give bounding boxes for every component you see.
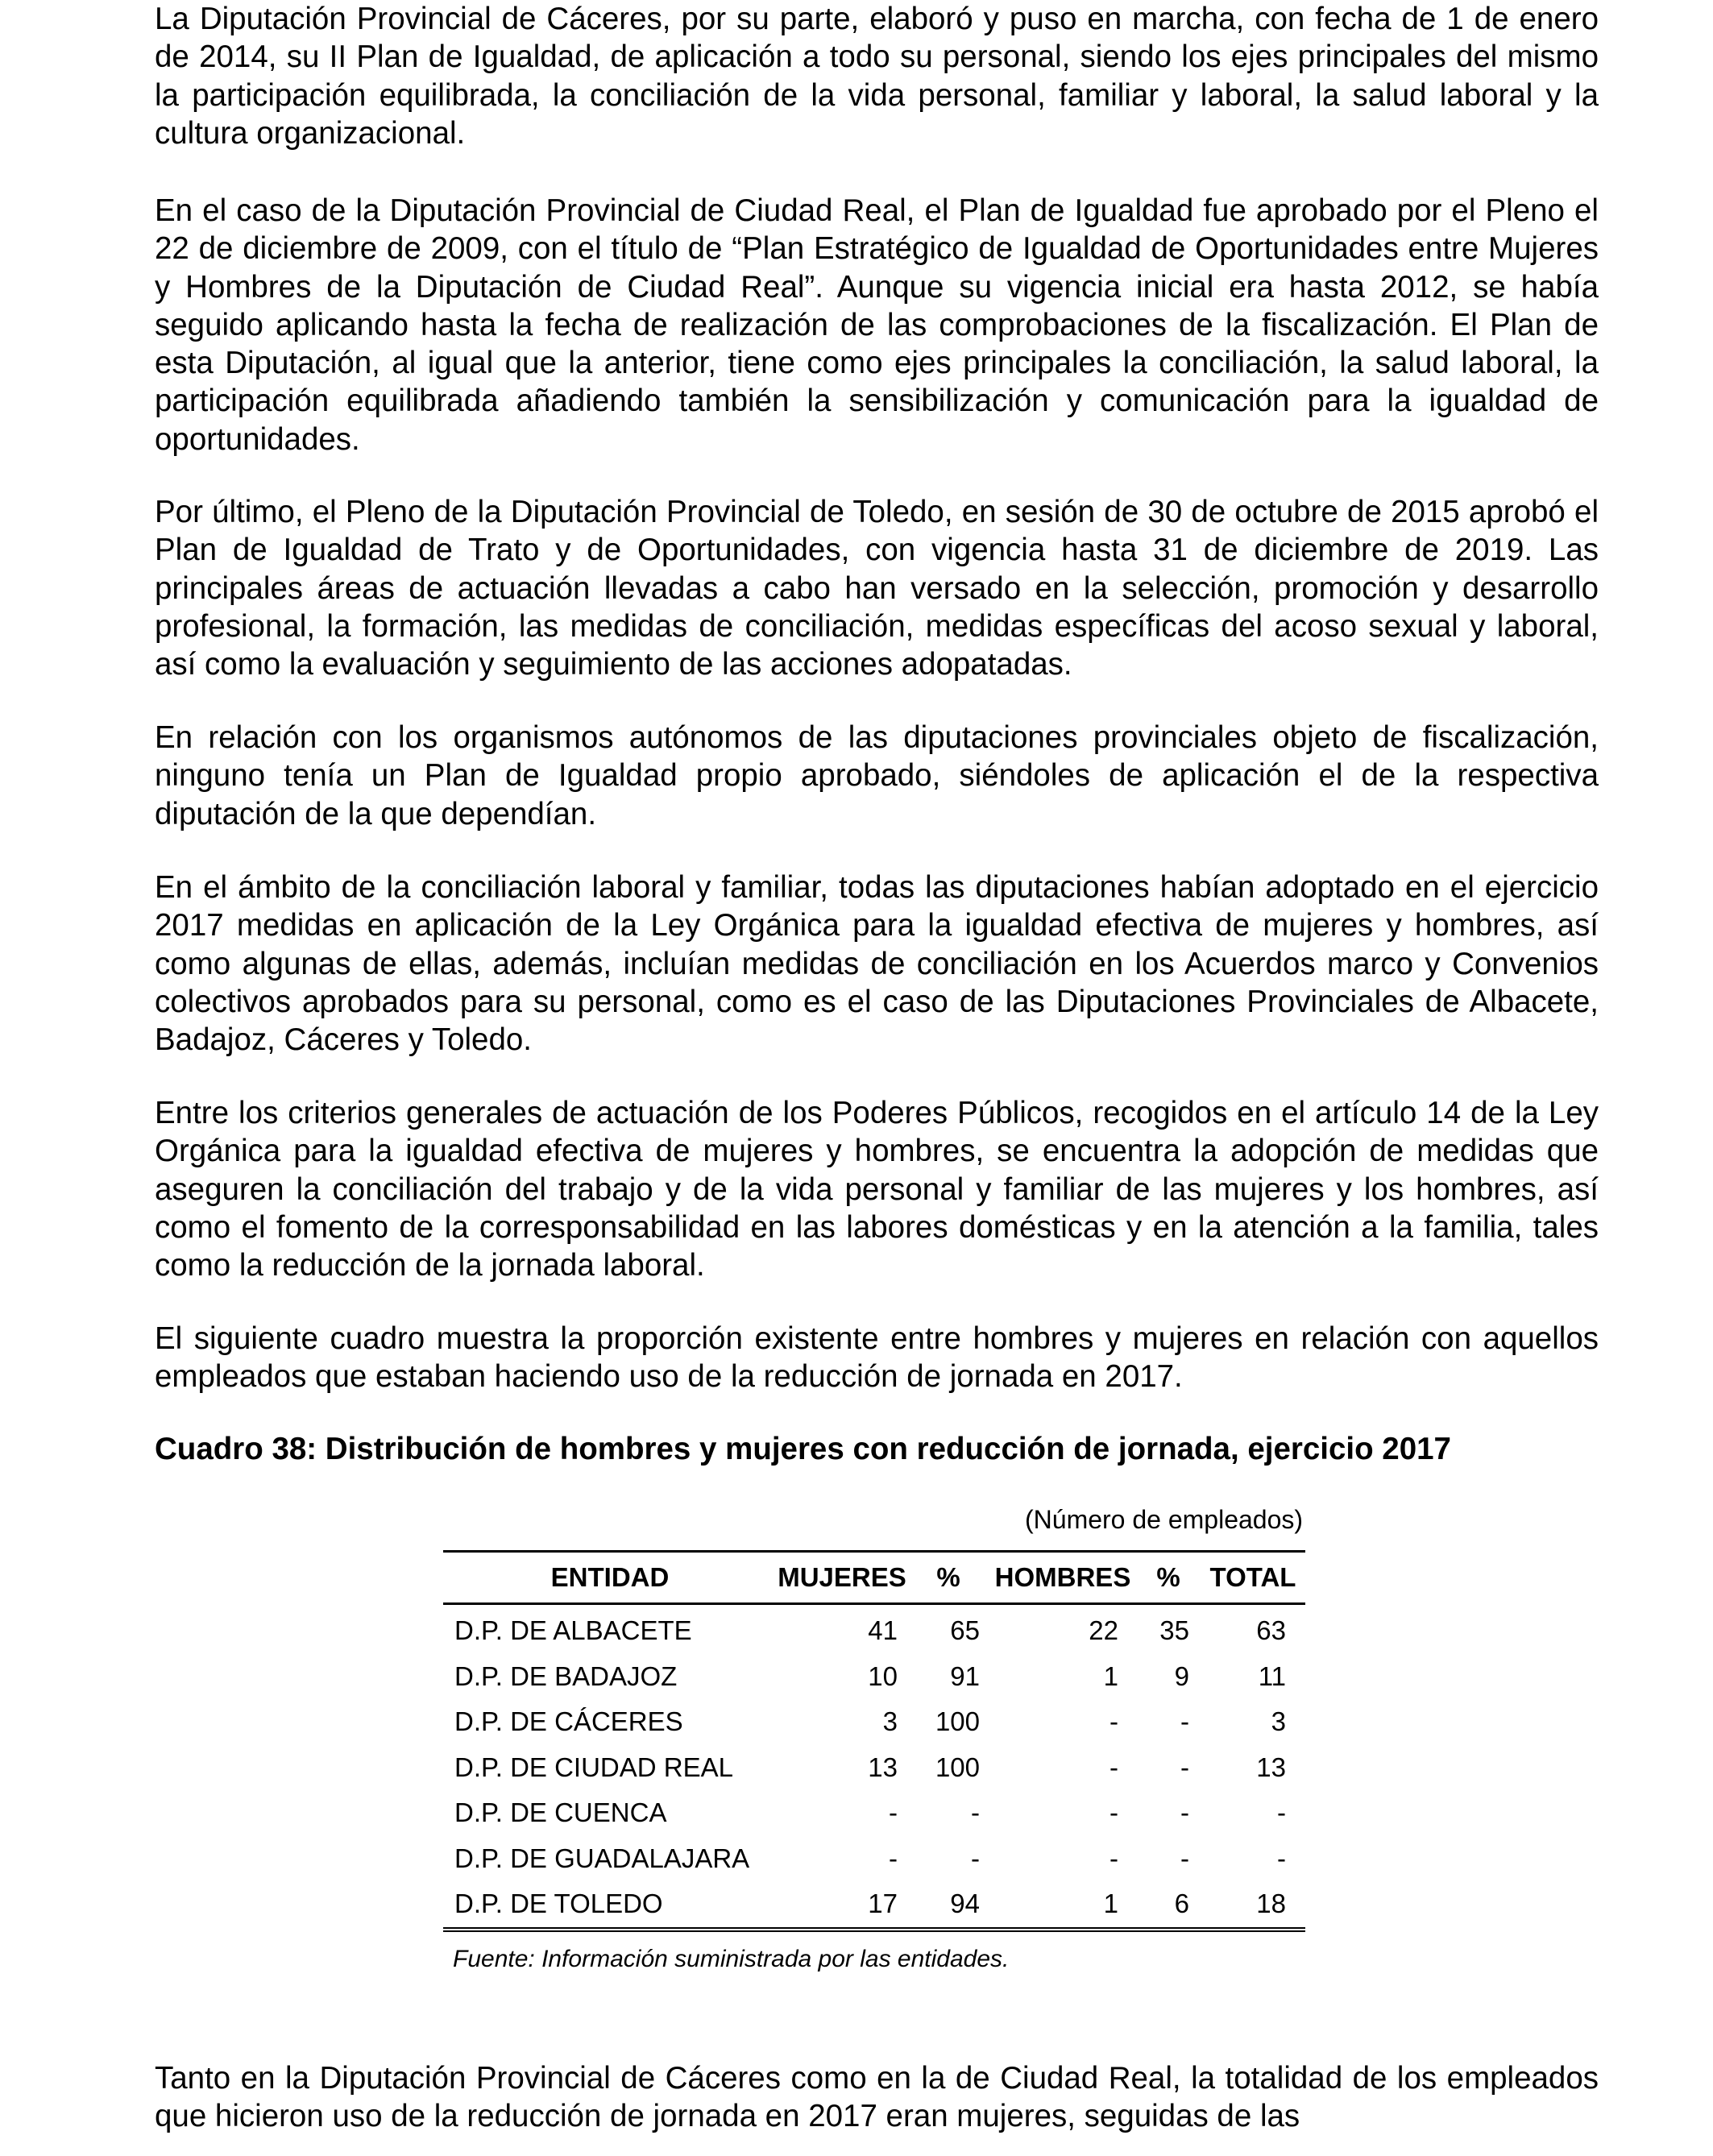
cell-mujeres: - — [889, 1797, 898, 1828]
cell-pct-hombres: - — [1180, 1797, 1189, 1828]
cell-total: 3 — [1271, 1706, 1286, 1737]
cell-total: - — [1277, 1797, 1286, 1828]
cell-mujeres: - — [889, 1843, 898, 1873]
cell-entidad: D.P. DE CUENCA — [454, 1797, 667, 1828]
paragraph-organismos-autonomos: En relación con los organismos autónomos de las diputaciones provinciales objeto de fiscalización, ninguno tenía un Plan de Igualdad propio aprobado, siéndoles de aplicación el de la respectiva diputación de la que dependían. — [155, 720, 1599, 831]
cell-total: 13 — [1256, 1752, 1286, 1782]
table-units: (Número de empleados) — [1025, 1505, 1304, 1534]
cell-hombres: - — [1110, 1752, 1118, 1782]
paragraph-ciudad-real-plan: En el caso de la Diputación Provincial de Ciudad Real, el Plan de Igualdad fue aprobado por el Pleno el 22 de diciembre de 2009, con el título de “Plan Estratégico de Igualdad de Oportunidades entre Mujeres y Hombres de la Diputación de Ciudad Real”. Aunque su vigencia inicial era hasta 2012, se había seguido aplicando hasta la fecha de realización de las comprobaciones de la fiscalización. El Plan de esta Diputación, al igual que la anterior, tiene como ejes principales la conciliación, la salud laboral, la participación equilibrada añadiendo también la sensibilización y comunicación para la igualdad de oportunidades. — [155, 193, 1599, 457]
cell-mujeres: 17 — [777, 1881, 907, 1930]
cell-pct-mujeres: 100 — [935, 1752, 980, 1782]
header-mujeres: MUJERES — [777, 1552, 907, 1604]
cell-total: 11 — [1258, 1661, 1286, 1691]
cell-total: - — [1277, 1843, 1286, 1873]
paragraph-conciliacion: En el ámbito de la conciliación laboral y familiar, todas las diputaciones habían adoptado en el ejercicio 2017 medidas en aplicación de la Ley Orgánica para la igualdad efectiva de mujeres y hombres, así como algunas de ellas, además, incluían medidas de conciliación en los Acuerdos marco y Convenios colectivos aprobados para su personal, como es el caso de las Diputaciones Provinciales de Albacete, Badajoz, Cáceres y Toledo. — [155, 870, 1599, 1058]
cell-total: 63 — [1256, 1615, 1286, 1646]
cell-pct-mujeres: - — [971, 1797, 980, 1828]
header-pct-mujeres: % — [907, 1552, 989, 1604]
cell-hombres: 22 — [1089, 1615, 1118, 1646]
cell-pct-mujeres: - — [971, 1843, 980, 1873]
cell-pct-hombres: - — [1180, 1752, 1189, 1782]
table-container — [443, 1550, 1305, 1932]
table-header-row — [443, 1552, 1305, 1604]
paragraph-criterios-generales: Entre los criterios generales de actuación de los Poderes Públicos, recogidos en el artículo 14 de la Ley Orgánica para la igualdad efectiva de mujeres y hombres, se encuentra la adopción de medidas que aseguren la conciliación del trabajo y de la vida personal y familiar de las mujeres y los hombres, así como el fomento de la corresponsabilidad en las labores domésticas y en la atención a la familia, tales como la reducción de la jornada laboral. — [155, 1096, 1599, 1283]
cell-pct-mujeres: 100 — [935, 1706, 980, 1737]
cell-total: 18 — [1201, 1881, 1305, 1930]
cell-entidad: D.P. DE BADAJOZ — [454, 1661, 678, 1691]
header-hombres: HOMBRES — [989, 1552, 1136, 1604]
table-row — [443, 1699, 1305, 1745]
table-row — [443, 1604, 1305, 1654]
cell-pct-hombres: - — [1180, 1843, 1189, 1873]
cell-mujeres: 13 — [868, 1752, 898, 1782]
paragraph-conclusion: Tanto en la Diputación Provincial de Cáceres como en la de Ciudad Real, la totalidad de los empleados que hicieron uso de la reducción de jornada en 2017 eran mujeres, seguidas de las — [155, 2061, 1599, 2134]
cell-entidad: D.P. DE CÁCERES — [454, 1706, 683, 1737]
cell-hombres: - — [1110, 1797, 1118, 1828]
cell-entidad: D.P. DE CIUDAD REAL — [454, 1752, 733, 1782]
cell-hombres: 1 — [989, 1881, 1136, 1930]
cell-mujeres: 41 — [868, 1615, 898, 1646]
table-row — [443, 1745, 1305, 1791]
cell-hombres: - — [1110, 1843, 1118, 1873]
table-row — [443, 1836, 1305, 1882]
cell-hombres: 1 — [1103, 1661, 1118, 1691]
table-row — [443, 1790, 1305, 1836]
cell-hombres: - — [1110, 1706, 1118, 1737]
cell-pct-mujeres: 94 — [907, 1881, 989, 1930]
reduccion-jornada-table — [443, 1550, 1305, 1932]
table-caption: Cuadro 38: Distribución de hombres y mujeres con reducción de jornada, ejercicio 2017 — [155, 1432, 1451, 1466]
paragraph-caceres-plan: La Diputación Provincial de Cáceres, por su parte, elaboró y puso en marcha, con fecha de 1 de enero de 2014, su II Plan de Igualdad, de aplicación a todo su personal, siendo los ejes principales del mismo la participación equilibrada, la conciliación de la vida personal, familiar y laboral, la salud laboral y la cultura organizacional. — [155, 2, 1599, 151]
header-entidad: ENTIDAD — [443, 1552, 777, 1604]
header-total: TOTAL — [1201, 1552, 1305, 1604]
cell-pct-mujeres: 65 — [950, 1615, 980, 1646]
cell-entidad: D.P. DE GUADALAJARA — [454, 1843, 750, 1873]
cell-pct-hombres: 9 — [1174, 1661, 1189, 1691]
table-source-note: Fuente: Información suministrada por las entidades. — [453, 1946, 1010, 1972]
cell-entidad: D.P. DE TOLEDO — [443, 1881, 777, 1930]
table-row — [443, 1654, 1305, 1700]
cell-entidad: D.P. DE ALBACETE — [454, 1615, 692, 1646]
paragraph-toledo-plan: Por último, el Pleno de la Diputación Provincial de Toledo, en sesión de 30 de octubre de 2015 aprobó el Plan de Igualdad de Trato y de Oportunidades, con vigencia hasta 31 de diciembre de 2019. Las principales áreas de actuación llevadas a cabo han versado en la selección, promoción y desarrollo profesional, la formación, las medidas de conciliación, medidas específicas del acoso sexual y laboral, así como la evaluación y seguimiento de las acciones adopatadas. — [155, 495, 1599, 682]
paragraph-cuadro-intro: El siguiente cuadro muestra la proporción existente entre hombres y mujeres en relación con aquellos empleados que estaban haciendo uso de la reducción de jornada en 2017. — [155, 1321, 1599, 1395]
cell-mujeres: 10 — [868, 1661, 898, 1691]
cell-pct-hombres: 35 — [1159, 1615, 1189, 1646]
cell-mujeres: 3 — [882, 1706, 898, 1737]
cell-pct-hombres: 6 — [1136, 1881, 1201, 1930]
cell-pct-mujeres: 91 — [950, 1661, 980, 1691]
header-pct-hombres: % — [1136, 1552, 1201, 1604]
table-row — [443, 1881, 1305, 1930]
cell-pct-hombres: - — [1180, 1706, 1189, 1737]
